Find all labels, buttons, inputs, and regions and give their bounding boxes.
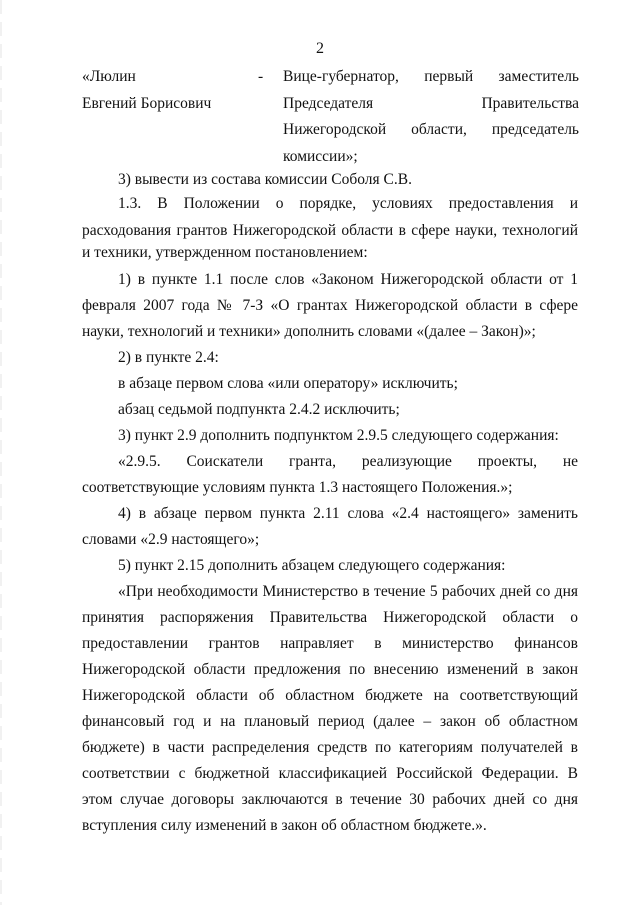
body-line: 1.3. В Положении о порядке, условиях предоставления и <box>118 195 578 212</box>
body-line: 2) в пункте 2.4: <box>118 349 219 366</box>
body-line: бюджете) в части распределения средств по категориям получателей в <box>82 739 578 756</box>
body-line: 5) пункт 2.15 дополнить абзацем следующего содержания: <box>118 557 506 574</box>
body-line: «2.9.5. Соискатели гранта, реализующие проекты, не <box>118 453 578 470</box>
body-line: Нижегородской области об областном бюджете на соответствующий <box>82 687 578 704</box>
body-line: абзац седьмой подпункта 2.4.2 исключить; <box>118 401 400 418</box>
body-line: предоставлении грантов направляет в министерство финансов <box>82 635 578 652</box>
person-name-line-2: Евгений Борисович <box>82 95 212 112</box>
body-line: вступления силу изменений в закон об областном бюджете.». <box>82 817 487 834</box>
body-line: науки, технологий и техники» дополнить словами «(далее – Закон)»; <box>82 323 536 340</box>
scan-edge-marks <box>0 0 2 905</box>
body-line: 4) в абзаце первом пункта 2.11 слова «2.4 настоящего» заменить <box>118 505 578 522</box>
person-position-line-3: Нижегородской области, председатель <box>283 121 579 138</box>
person-position-line-1: Вице-губернатор, первый заместитель <box>283 68 579 85</box>
body-line: в абзаце первом слова «или оператору» исключить; <box>118 375 458 392</box>
body-line: 3) вывести из состава комиссии Соболя С.В. <box>118 171 412 188</box>
body-line: «При необходимости Министерство в течение 5 рабочих дней со дня <box>118 583 578 600</box>
person-position-line-4: комиссии»; <box>283 148 358 165</box>
body-line: Нижегородской области предложения по внесению изменений в закон <box>82 661 578 678</box>
body-line: и техники, утвержденном постановлением: <box>82 244 368 261</box>
body-line: 1) в пункте 1.1 после слов «Законом Нижегородской области от 1 <box>118 271 578 288</box>
body-line: соответствии с бюджетной классификацией Российской Федерации. В <box>82 765 578 782</box>
person-dash: - <box>258 68 264 85</box>
body-line: принятия распоряжения Правительства Нижегородской области о <box>82 609 578 626</box>
person-name-line-1: «Люлин <box>82 68 136 85</box>
page-number: 2 <box>316 40 324 57</box>
body-line: соответствующие условиям пункта 1.3 настоящего Положения.»; <box>82 479 513 496</box>
body-line: расходования грантов Нижегородской области в сфере науки, технологий <box>82 222 578 239</box>
person-position-line-2: Председателя Правительства <box>283 95 579 112</box>
body-line: февраля 2007 года № 7-З «О грантах Нижегородской области в сфере <box>82 297 578 314</box>
body-line: финансовый год и на плановый период (далее – закон об областном <box>82 713 578 730</box>
body-line: этом случае договоры заключаются в течение 30 рабочих дней со дня <box>82 791 578 808</box>
body-line: 3) пункт 2.9 дополнить подпунктом 2.9.5 следующего содержания: <box>118 427 559 444</box>
body-line: словами «2.9 настоящего»; <box>82 531 260 548</box>
